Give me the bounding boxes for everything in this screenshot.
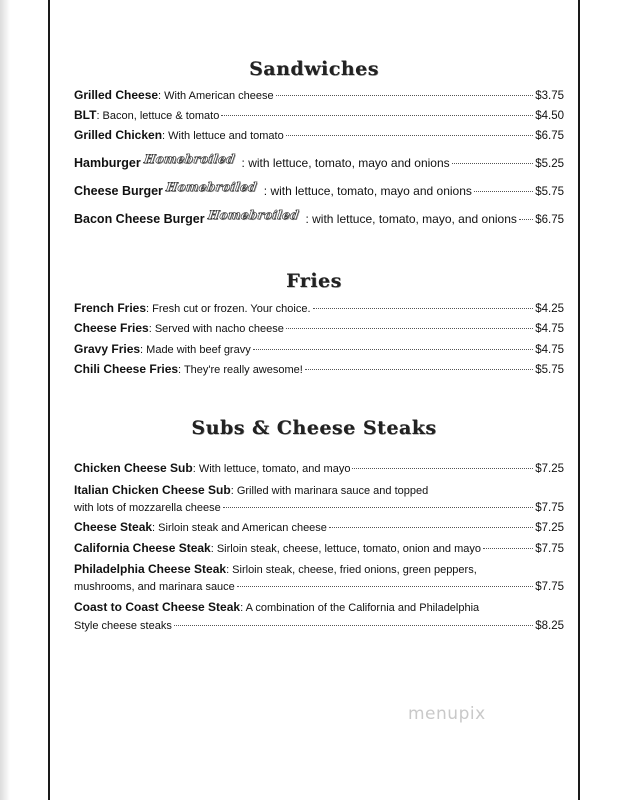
item-name: Cheese Fries [74,321,149,335]
menu-item-cheese-fries [74,321,564,336]
item-desc: : A combination of the California and Philadelphia [240,602,480,614]
dot-leader [474,191,533,192]
item-desc: : With lettuce, tomato, and mayo [192,463,351,475]
item-price: $5.75 [535,186,564,198]
menu-item-grilled-chicken [74,128,564,143]
item-desc: : Made with beef gravy [140,344,251,356]
item-desc: : Served with nacho cheese [148,323,284,335]
item-price: $3.75 [535,90,564,102]
item-desc: : with lettuce, tomato, mayo, and onions [305,212,517,226]
menupix-watermark: menupix [408,704,486,724]
dot-leader [221,115,533,116]
item-name: BLT [74,108,97,122]
menu-item-grilled-cheese [74,88,564,103]
menu-item-italian-chicken-cheese-sub [74,483,564,498]
item-price: $8.25 [535,620,564,632]
item-desc: : Bacon, lettuce & tomato [96,110,220,122]
item-name: Cheese Burger [74,184,163,198]
item-price: $4.75 [535,344,564,356]
item-desc: : Grilled with marinara sauce and topped [230,485,429,497]
item-price: $4.50 [535,110,564,122]
menu-item-cheese-burger [74,180,564,199]
item-name: Bacon Cheese Burger [74,212,205,226]
dot-leader [305,369,533,370]
item-desc: : With lettuce and tomato [162,130,284,142]
dot-leader [253,349,534,350]
dot-leader [519,219,533,220]
item-name: Grilled Chicken [74,128,163,142]
section-title-subs: Subs & Cheese Steaks [191,417,437,439]
dot-leader [276,95,534,96]
section-title-sandwiches: Sandwiches [249,58,379,80]
dot-leader [286,328,533,329]
menu-item-blt [74,108,564,123]
item-name: Chicken Cheese Sub [74,461,193,475]
dot-leader [483,548,533,549]
dot-leader [329,527,533,528]
item-desc: : They're really awesome! [178,364,303,376]
item-desc: : Sirloin steak and American cheese [152,522,327,534]
dot-leader [237,586,533,587]
item-price: $6.75 [535,214,564,226]
dot-leader [223,507,533,508]
menu-item-italian-chicken-cheese-sub-cont [74,501,564,515]
item-name: Gravy Fries [74,342,141,356]
item-desc-continued: with lots of mozzarella cheese [74,502,221,514]
item-name: French Fries [74,301,147,315]
menu-item-coast-to-coast-cheese-steak [74,600,564,615]
dot-leader [352,468,533,469]
dot-leader [286,135,534,136]
menu-item-cheese-steak [74,520,564,535]
menu-item-coast-to-coast-cheese-steak-cont [74,619,564,633]
menu-item-chili-cheese-fries [74,362,564,377]
item-name: Hamburger [74,156,141,170]
item-desc: : With American cheese [158,90,274,102]
dot-leader [313,308,534,309]
item-name: Philadelphia Cheese Steak [74,562,227,576]
item-desc-continued: Style cheese steaks [74,620,172,632]
menu-item-bacon-cheese-burger [74,208,564,227]
homebroiled-badge: Homebroiled [206,208,300,222]
item-price: $7.25 [535,522,564,534]
menu-item-philadelphia-cheese-steak-cont [74,580,564,594]
item-name: Chili Cheese Fries [74,362,179,376]
item-price: $5.75 [535,364,564,376]
item-name: California Cheese Steak [74,541,211,555]
item-price: $7.75 [535,502,564,514]
item-price: $4.25 [535,303,564,315]
homebroiled-badge: Homebroiled [142,152,236,166]
menu-item-california-cheese-steak [74,541,564,556]
item-desc-continued: mushrooms, and marinara sauce [74,581,235,593]
scan-edge [0,0,10,800]
item-desc: : with lettuce, tomato, mayo and onions [263,184,472,198]
page-border-right [578,0,580,800]
item-desc: : Sirloin steak, cheese, lettuce, tomato, onion and mayo [210,543,481,555]
dot-leader [452,163,534,164]
item-desc: : with lettuce, tomato, mayo and onions [241,156,450,170]
menu-item-chicken-cheese-sub [74,461,564,476]
item-desc: : Fresh cut or frozen. Your choice. [146,303,311,315]
menu-item-hamburger [74,152,564,171]
menu-item-french-fries [74,301,564,316]
menu-item-philadelphia-cheese-steak [74,562,564,577]
item-price: $7.75 [535,543,564,555]
item-price: $7.25 [535,463,564,475]
item-name: Italian Chicken Cheese Sub [74,483,231,497]
section-title-fries: Fries [286,270,342,292]
homebroiled-badge: Homebroiled [164,180,258,194]
item-name: Cheese Steak [74,520,153,534]
menu-item-gravy-fries [74,342,564,357]
page-border-left [48,0,50,800]
dot-leader [174,625,533,626]
item-name: Grilled Cheese [74,88,159,102]
item-price: $4.75 [535,323,564,335]
item-price: $6.75 [535,130,564,142]
item-name: Coast to Coast Cheese Steak [74,600,241,614]
item-price: $7.75 [535,581,564,593]
item-desc: : Sirloin steak, cheese, fried onions, green peppers, [226,564,477,576]
item-price: $5.25 [535,158,564,170]
